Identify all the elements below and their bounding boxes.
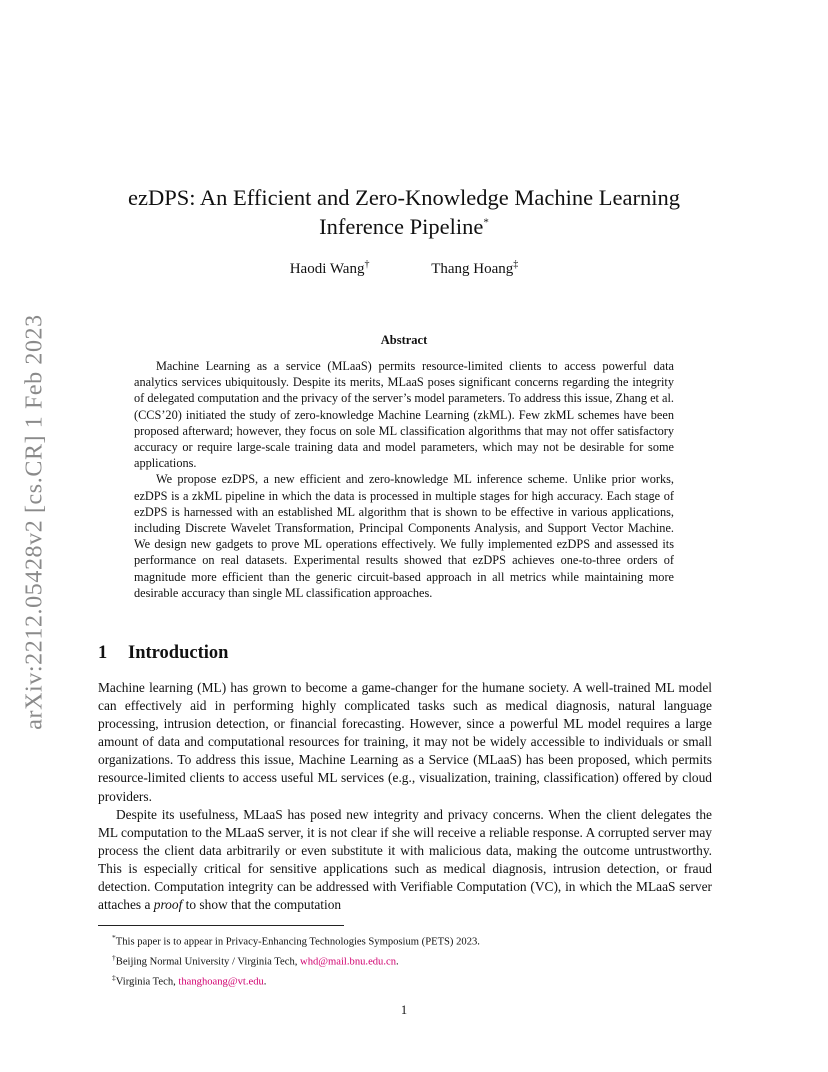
author-2-name: Thang Hoang — [431, 261, 514, 277]
abstract-heading: Abstract — [380, 333, 428, 347]
title-footnote-mark: * — [483, 216, 489, 229]
email-link-wang[interactable]: whd@mail.bnu.edu.cn — [300, 956, 397, 968]
author-2-mark: ‡ — [513, 259, 519, 270]
author-list — [0, 261, 808, 278]
footnote-2 — [112, 950, 712, 970]
section-heading — [98, 643, 228, 664]
title-line-2 — [100, 212, 708, 241]
email-link-hoang[interactable]: thanghoang@vt.edu — [178, 976, 264, 988]
abstract-body — [134, 358, 674, 601]
abstract-paragraph-1: Machine Learning as a service (MLaaS) permits resource-limited clients to access powerful data analytics services ubiquitously. Despite its merits, MLaaS poses significant concerns regarding the integrity of delegated computation and the privacy of the server’s model parameters. To address this issue, Zhang et al. (CCS’20) initiated the study of zero-knowledge Machine Learning (zkML). Few zkML schemes have been proposed afterward; however, they focus on sole ML classification algorithms that may not offer satisfactory accuracy or require large-scale training data and model parameters, which may not be desirable for some applications. — [134, 359, 674, 471]
footnote-1-mark: * — [112, 933, 116, 942]
intro-paragraph-2-text-b: to show that the computation — [182, 897, 342, 913]
footnote-3-mark: ‡ — [112, 973, 116, 983]
intro-paragraph-2-text-a: Despite its usefulness, MLaaS has posed new integrity and privacy concerns. When the client delegates the ML computation to the MLaaS server, it is not clear if she will receive a reliable response. A corrupted server may process the client data arbitrarily or even substitute it with malicious data, making the outcome untrustworthy. This is especially critical for sensitive applications such as medical diagnosis, intrusion detection, or fraud detection. Computation integrity can be addressed with Verifiable Computation (VC), in which the MLaaS server attaches a — [98, 806, 712, 913]
footnote-1-text: This paper is to appear in Privacy-Enhancing Technologies Symposium (PETS) 2023. — [115, 936, 480, 948]
footnote-3 — [112, 970, 712, 990]
proof-emphasis: proof — [153, 897, 183, 913]
author-2 — [431, 261, 518, 278]
arxiv-identifier-text: arXiv:2212.05428v2 [cs.CR] 1 Feb 2023 — [21, 314, 48, 730]
author-1-name: Haodi Wang — [289, 261, 365, 277]
intro-paragraph-1: Machine learning (ML) has grown to become a game-changer for the humane society. A well-trained ML model can effectively aid in performing highly complicated tasks such as medical diagnosis, natural language processing, intrusion detection, or financial forecasting. However, since a powerful ML model requires a large amount of data and computational resources for training, it may not be widely accessible to individuals or small organizations. To address this issue, Machine Learning as a Service (MLaaS) has been proposed, which permits resource-limited clients to access useful ML services (e.g., visualization, training, classification) offered by cloud providers. — [98, 680, 712, 804]
title-line-2-text: Inference Pipeline — [319, 214, 484, 239]
abstract-paragraph-2: We propose ezDPS, a new efficient and zero-knowledge ML inference scheme. Unlike prior works, ezDPS is a zkML pipeline in which the data is processed in multiple stages for high accuracy. Each stage of ezDPS is harnessed with an established ML algorithm that is shown to be effective in various applications, including Discrete Wavelet Transformation, Principal Components Analysis, and Support Vector Machine. We design new gadgets to prove ML operations effectively. We fully implemented ezDPS and assessed its performance on real datasets. Experimental results showed that ezDPS achieves one-to-three orders of magnitude more efficient than the generic circuit-based approach in all metrics while maintaining more desirable accuracy than single ML classification approaches. — [134, 472, 674, 600]
section-number: 1 — [98, 643, 108, 663]
author-1 — [290, 261, 370, 278]
footnote-2-mark: † — [112, 953, 116, 963]
title-line-1: ezDPS: An Efficient and Zero-Knowledge Machine Learning — [128, 185, 680, 210]
footnotes — [112, 930, 712, 990]
section-title: Introduction — [128, 643, 229, 663]
author-1-mark: † — [364, 259, 370, 270]
footnote-3-text: Virginia Tech, — [115, 976, 179, 988]
footnote-2-tail: . — [396, 956, 399, 968]
introduction-body — [98, 679, 712, 914]
intro-paragraph-2 — [98, 806, 712, 915]
footnote-3-tail: . — [263, 976, 267, 988]
footnote-divider — [98, 925, 344, 926]
page-number: 1 — [400, 1003, 408, 1017]
footnote-2-text: Beijing Normal University / Virginia Tech, — [115, 956, 301, 968]
footnote-1 — [112, 930, 712, 950]
paper-title — [100, 183, 708, 241]
